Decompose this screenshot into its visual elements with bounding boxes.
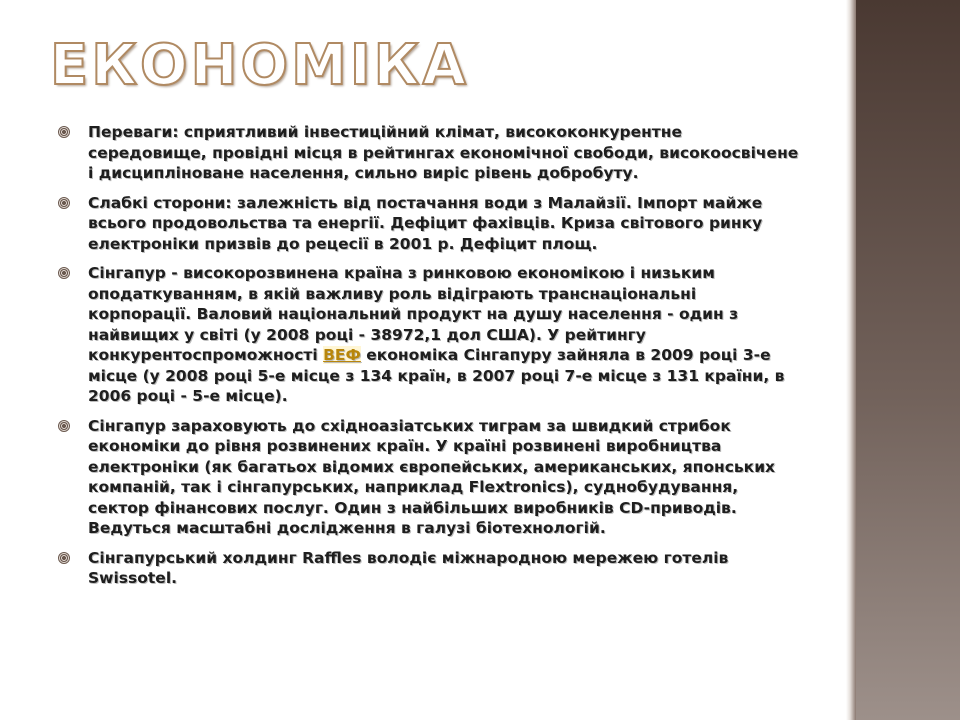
bullet-icon [58,126,70,138]
bullet-item-advantages [56,122,801,184]
bullet-icon [58,420,70,432]
bullet-icon [58,552,70,564]
bullet-icon [58,267,70,279]
wef-link[interactable]: ВЕФ [323,346,361,364]
sidebar-gradient-panel [856,0,960,720]
bullet-list [56,122,801,598]
bullet-text: Сінгапурський холдинг Raffles володіє міжнародною мережею готелів Swissotel. [88,548,729,587]
bullet-text: Сінгапур зараховують до східноазіатських тиграм за швидкий стрибок економіки до рівня розвинених країн. У країні розвинені виробництва електроніки (як багатьох відомих європейських, американських, японських компаній, так і сінгапурських, наприклад Flextronics), суднобудування, сектор фінансових послуг. Один з найбільших виробників CD-приводів. Ведуться масштабні дослідження в галузі біотехнологій. [88,416,776,537]
bullet-lead: Слабкі сторони: [88,193,232,212]
bullet-text: економіка Сінгапуру зайняла в 2009 році 3-е місце (у 2008 році 5-е місце з 134 країн, в 2007 році 7-е місце з 131 країни, в 2006 році - 5-е місце). [88,346,785,405]
bullet-text: залежність від постачання води з Малайзії. Імпорт майже всього продовольства та енергії. Дефіцит фахівців. Криза світового ринку електроніки призвів до рецесії в 2001 р. Дефіцит площ. [88,193,763,253]
bullet-item-raffles [56,548,801,589]
bullet-icon [58,197,70,209]
bullet-lead: Переваги: [88,123,179,141]
bullet-text: Сінгапур - високорозвинена країна з ринковою економікою і низьким оподаткуванням, в якій важливу роль відіграють транснаціональні корпорації. Валовий національний продукт на душу населення - один з найвищих у світі (у 2008 році - 38972,1 дол США). У рейтингу конкурентоспроможності [88,264,739,364]
bullet-item-asian-tigers [56,416,801,539]
sidebar-highlight-stripe [846,0,856,720]
bullet-item-economy-overview [56,263,801,407]
bullet-text: сприятливий інвестиційний клімат, висококонкурентне середовище, провідні місця в рейтингах економічної свободи, високоосвічене і дисципліноване населення, сильно виріс рівень добробуту. [88,123,799,182]
bullet-item-weaknesses [56,193,801,255]
slide-title: ЕКОНОМІКА [50,33,469,98]
